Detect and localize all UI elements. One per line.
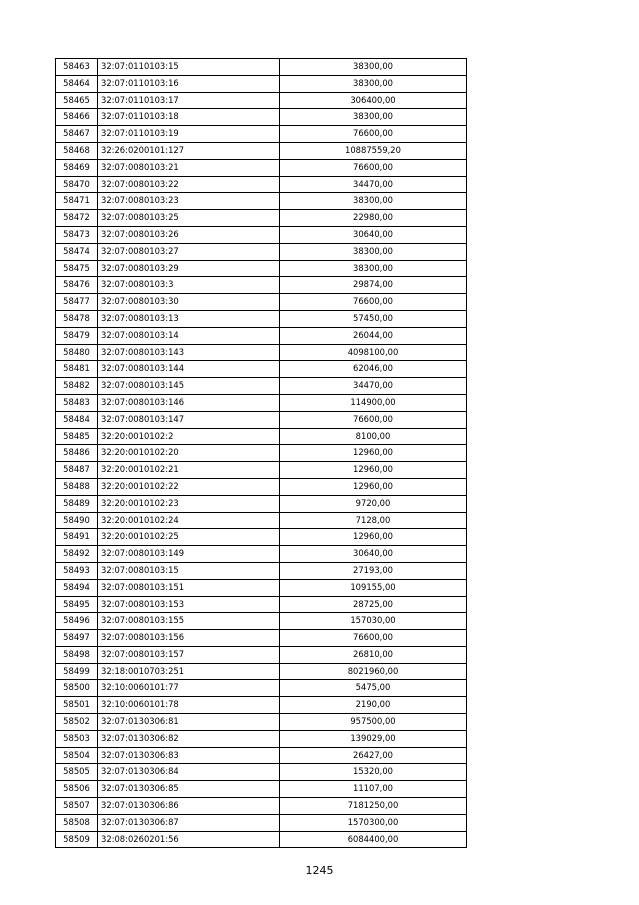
row-number-cell: 58471 bbox=[56, 193, 98, 210]
table-row bbox=[56, 831, 467, 848]
cadastral-value-cell: 957500,00 bbox=[280, 714, 467, 731]
row-number-cell: 58506 bbox=[56, 781, 98, 798]
cadastral-value-cell: 76600,00 bbox=[280, 411, 467, 428]
cadastral-number-cell: 32:07:0110103:18 bbox=[98, 109, 280, 126]
table-row bbox=[56, 210, 467, 227]
row-number-cell: 58489 bbox=[56, 495, 98, 512]
cadastral-value-cell: 26810,00 bbox=[280, 646, 467, 663]
cadastral-value-cell: 8021960,00 bbox=[280, 663, 467, 680]
cadastral-value-cell: 38300,00 bbox=[280, 193, 467, 210]
cadastral-value-cell: 4098100,00 bbox=[280, 344, 467, 361]
table-row bbox=[56, 445, 467, 462]
cadastral-value-cell: 7128,00 bbox=[280, 512, 467, 529]
cadastral-number-cell: 32:07:0080103:13 bbox=[98, 310, 280, 327]
cadastral-number-cell: 32:07:0080103:157 bbox=[98, 646, 280, 663]
table-row bbox=[56, 596, 467, 613]
table-row bbox=[56, 109, 467, 126]
cadastral-number-cell: 32:07:0080103:146 bbox=[98, 394, 280, 411]
cadastral-number-cell: 32:07:0130306:84 bbox=[98, 764, 280, 781]
cadastral-value-cell: 7181250,00 bbox=[280, 798, 467, 815]
cadastral-value-cell: 62046,00 bbox=[280, 361, 467, 378]
row-number-cell: 58473 bbox=[56, 226, 98, 243]
cadastral-value-cell: 5475,00 bbox=[280, 680, 467, 697]
cadastral-number-cell: 32:07:0130306:87 bbox=[98, 814, 280, 831]
row-number-cell: 58485 bbox=[56, 428, 98, 445]
table-row bbox=[56, 226, 467, 243]
cadastral-value-cell: 109155,00 bbox=[280, 579, 467, 596]
table-row bbox=[56, 546, 467, 563]
table-row bbox=[56, 562, 467, 579]
cadastral-number-cell: 32:07:0080103:144 bbox=[98, 361, 280, 378]
cadastral-value-cell: 157030,00 bbox=[280, 613, 467, 630]
cadastral-value-cell: 139029,00 bbox=[280, 730, 467, 747]
cadastral-value-cell: 9720,00 bbox=[280, 495, 467, 512]
cadastral-number-cell: 32:07:0080103:26 bbox=[98, 226, 280, 243]
cadastral-number-cell: 32:07:0080103:145 bbox=[98, 378, 280, 395]
row-number-cell: 58481 bbox=[56, 361, 98, 378]
cadastral-value-cell: 34470,00 bbox=[280, 176, 467, 193]
row-number-cell: 58507 bbox=[56, 798, 98, 815]
table-row bbox=[56, 176, 467, 193]
cadastral-number-cell: 32:20:0010102:25 bbox=[98, 529, 280, 546]
cadastral-number-cell: 32:08:0260201:56 bbox=[98, 831, 280, 848]
cadastral-value-cell: 38300,00 bbox=[280, 75, 467, 92]
table-row bbox=[56, 126, 467, 143]
table-row bbox=[56, 714, 467, 731]
cadastral-value-cell: 22980,00 bbox=[280, 210, 467, 227]
row-number-cell: 58486 bbox=[56, 445, 98, 462]
table-row bbox=[56, 646, 467, 663]
cadastral-number-cell: 32:07:0130306:85 bbox=[98, 781, 280, 798]
cadastral-number-cell: 32:07:0080103:151 bbox=[98, 579, 280, 596]
cadastral-number-cell: 32:20:0010102:23 bbox=[98, 495, 280, 512]
table-row bbox=[56, 277, 467, 294]
row-number-cell: 58497 bbox=[56, 630, 98, 647]
row-number-cell: 58474 bbox=[56, 243, 98, 260]
table-row bbox=[56, 344, 467, 361]
row-number-cell: 58465 bbox=[56, 92, 98, 109]
cadastral-number-cell: 32:07:0110103:16 bbox=[98, 75, 280, 92]
table-row bbox=[56, 814, 467, 831]
cadastral-value-cell: 57450,00 bbox=[280, 310, 467, 327]
cadastral-value-cell: 8100,00 bbox=[280, 428, 467, 445]
table-row bbox=[56, 193, 467, 210]
row-number-cell: 58477 bbox=[56, 294, 98, 311]
row-number-cell: 58487 bbox=[56, 462, 98, 479]
page-number: 1245 bbox=[305, 864, 334, 877]
cadastral-value-cell: 114900,00 bbox=[280, 394, 467, 411]
table-row bbox=[56, 59, 467, 76]
row-number-cell: 58475 bbox=[56, 260, 98, 277]
table-row bbox=[56, 747, 467, 764]
row-number-cell: 58504 bbox=[56, 747, 98, 764]
cadastral-number-cell: 32:07:0110103:19 bbox=[98, 126, 280, 143]
row-number-cell: 58496 bbox=[56, 613, 98, 630]
table-row bbox=[56, 428, 467, 445]
row-number-cell: 58468 bbox=[56, 142, 98, 159]
table-row bbox=[56, 798, 467, 815]
cadastral-value-cell: 38300,00 bbox=[280, 109, 467, 126]
cadastral-number-cell: 32:07:0110103:17 bbox=[98, 92, 280, 109]
cadastral-value-cell: 10887559,20 bbox=[280, 142, 467, 159]
cadastral-number-cell: 32:07:0080103:30 bbox=[98, 294, 280, 311]
cadastral-number-cell: 32:20:0010102:24 bbox=[98, 512, 280, 529]
row-number-cell: 58509 bbox=[56, 831, 98, 848]
cadastral-number-cell: 32:07:0080103:147 bbox=[98, 411, 280, 428]
table-row bbox=[56, 310, 467, 327]
table-row bbox=[56, 411, 467, 428]
row-number-cell: 58502 bbox=[56, 714, 98, 731]
row-number-cell: 58482 bbox=[56, 378, 98, 395]
table-body bbox=[56, 59, 467, 848]
cadastral-value-cell: 12960,00 bbox=[280, 478, 467, 495]
cadastral-value-cell: 38300,00 bbox=[280, 243, 467, 260]
cadastral-number-cell: 32:07:0080103:22 bbox=[98, 176, 280, 193]
cadastral-number-cell: 32:26:0200101:127 bbox=[98, 142, 280, 159]
row-number-cell: 58493 bbox=[56, 562, 98, 579]
cadastral-number-cell: 32:20:0010102:21 bbox=[98, 462, 280, 479]
row-number-cell: 58492 bbox=[56, 546, 98, 563]
row-number-cell: 58476 bbox=[56, 277, 98, 294]
table-row bbox=[56, 512, 467, 529]
cadastral-value-cell: 38300,00 bbox=[280, 260, 467, 277]
table-row bbox=[56, 159, 467, 176]
cadastral-value-cell: 29874,00 bbox=[280, 277, 467, 294]
table-row bbox=[56, 579, 467, 596]
table-row bbox=[56, 613, 467, 630]
cadastral-value-cell: 27193,00 bbox=[280, 562, 467, 579]
cadastral-value-cell: 12960,00 bbox=[280, 529, 467, 546]
table-row bbox=[56, 327, 467, 344]
row-number-cell: 58466 bbox=[56, 109, 98, 126]
cadastral-number-cell: 32:07:0080103:15 bbox=[98, 562, 280, 579]
cadastral-value-cell: 30640,00 bbox=[280, 226, 467, 243]
cadastral-number-cell: 32:07:0080103:29 bbox=[98, 260, 280, 277]
table-row bbox=[56, 142, 467, 159]
cadastral-value-cell: 26427,00 bbox=[280, 747, 467, 764]
cadastral-value-cell: 15320,00 bbox=[280, 764, 467, 781]
row-number-cell: 58483 bbox=[56, 394, 98, 411]
table-row bbox=[56, 529, 467, 546]
row-number-cell: 58500 bbox=[56, 680, 98, 697]
cadastral-value-table bbox=[55, 58, 467, 848]
table-row bbox=[56, 663, 467, 680]
cadastral-value-cell: 76600,00 bbox=[280, 126, 467, 143]
row-number-cell: 58467 bbox=[56, 126, 98, 143]
cadastral-number-cell: 32:07:0080103:27 bbox=[98, 243, 280, 260]
row-number-cell: 58491 bbox=[56, 529, 98, 546]
cadastral-value-cell: 30640,00 bbox=[280, 546, 467, 563]
cadastral-value-cell: 6084400,00 bbox=[280, 831, 467, 848]
table-row bbox=[56, 630, 467, 647]
cadastral-number-cell: 32:07:0080103:155 bbox=[98, 613, 280, 630]
cadastral-value-cell: 306400,00 bbox=[280, 92, 467, 109]
cadastral-number-cell: 32:10:0060101:77 bbox=[98, 680, 280, 697]
cadastral-value-cell: 34470,00 bbox=[280, 378, 467, 395]
table-row bbox=[56, 394, 467, 411]
cadastral-number-cell: 32:20:0010102:2 bbox=[98, 428, 280, 445]
cadastral-number-cell: 32:07:0080103:23 bbox=[98, 193, 280, 210]
cadastral-value-cell: 28725,00 bbox=[280, 596, 467, 613]
row-number-cell: 58480 bbox=[56, 344, 98, 361]
row-number-cell: 58472 bbox=[56, 210, 98, 227]
cadastral-number-cell: 32:07:0080103:156 bbox=[98, 630, 280, 647]
row-number-cell: 58469 bbox=[56, 159, 98, 176]
table-row bbox=[56, 243, 467, 260]
row-number-cell: 58463 bbox=[56, 59, 98, 76]
table-row bbox=[56, 680, 467, 697]
cadastral-number-cell: 32:07:0130306:81 bbox=[98, 714, 280, 731]
cadastral-number-cell: 32:07:0130306:83 bbox=[98, 747, 280, 764]
row-number-cell: 58505 bbox=[56, 764, 98, 781]
row-number-cell: 58488 bbox=[56, 478, 98, 495]
cadastral-value-cell: 1570300,00 bbox=[280, 814, 467, 831]
row-number-cell: 58503 bbox=[56, 730, 98, 747]
row-number-cell: 58464 bbox=[56, 75, 98, 92]
row-number-cell: 58499 bbox=[56, 663, 98, 680]
cadastral-number-cell: 32:07:0080103:14 bbox=[98, 327, 280, 344]
row-number-cell: 58478 bbox=[56, 310, 98, 327]
table-row bbox=[56, 294, 467, 311]
table-row bbox=[56, 462, 467, 479]
table-row bbox=[56, 478, 467, 495]
cadastral-number-cell: 32:10:0060101:78 bbox=[98, 697, 280, 714]
cadastral-number-cell: 32:07:0080103:149 bbox=[98, 546, 280, 563]
row-number-cell: 58508 bbox=[56, 814, 98, 831]
table-row bbox=[56, 378, 467, 395]
row-number-cell: 58495 bbox=[56, 596, 98, 613]
cadastral-value-cell: 76600,00 bbox=[280, 294, 467, 311]
cadastral-number-cell: 32:07:0130306:82 bbox=[98, 730, 280, 747]
cadastral-number-cell: 32:07:0130306:86 bbox=[98, 798, 280, 815]
row-number-cell: 58490 bbox=[56, 512, 98, 529]
table-row bbox=[56, 697, 467, 714]
cadastral-number-cell: 32:07:0080103:21 bbox=[98, 159, 280, 176]
table-row bbox=[56, 361, 467, 378]
cadastral-value-cell: 76600,00 bbox=[280, 630, 467, 647]
cadastral-value-cell: 26044,00 bbox=[280, 327, 467, 344]
table-row bbox=[56, 92, 467, 109]
cadastral-number-cell: 32:20:0010102:22 bbox=[98, 478, 280, 495]
cadastral-value-cell: 12960,00 bbox=[280, 462, 467, 479]
row-number-cell: 58479 bbox=[56, 327, 98, 344]
row-number-cell: 58501 bbox=[56, 697, 98, 714]
row-number-cell: 58498 bbox=[56, 646, 98, 663]
cadastral-value-cell: 2190,00 bbox=[280, 697, 467, 714]
row-number-cell: 58470 bbox=[56, 176, 98, 193]
table-row bbox=[56, 75, 467, 92]
cadastral-number-cell: 32:18:0010703:251 bbox=[98, 663, 280, 680]
cadastral-number-cell: 32:07:0110103:15 bbox=[98, 59, 280, 76]
cadastral-value-cell: 38300,00 bbox=[280, 59, 467, 76]
cadastral-number-cell: 32:07:0080103:3 bbox=[98, 277, 280, 294]
table-row bbox=[56, 764, 467, 781]
cadastral-number-cell: 32:07:0080103:153 bbox=[98, 596, 280, 613]
row-number-cell: 58484 bbox=[56, 411, 98, 428]
cadastral-value-cell: 76600,00 bbox=[280, 159, 467, 176]
cadastral-value-cell: 12960,00 bbox=[280, 445, 467, 462]
cadastral-value-cell: 11107,00 bbox=[280, 781, 467, 798]
cadastral-number-cell: 32:07:0080103:25 bbox=[98, 210, 280, 227]
table-row bbox=[56, 260, 467, 277]
cadastral-number-cell: 32:20:0010102:20 bbox=[98, 445, 280, 462]
table-row bbox=[56, 781, 467, 798]
table-row bbox=[56, 495, 467, 512]
row-number-cell: 58494 bbox=[56, 579, 98, 596]
table-row bbox=[56, 730, 467, 747]
cadastral-number-cell: 32:07:0080103:143 bbox=[98, 344, 280, 361]
